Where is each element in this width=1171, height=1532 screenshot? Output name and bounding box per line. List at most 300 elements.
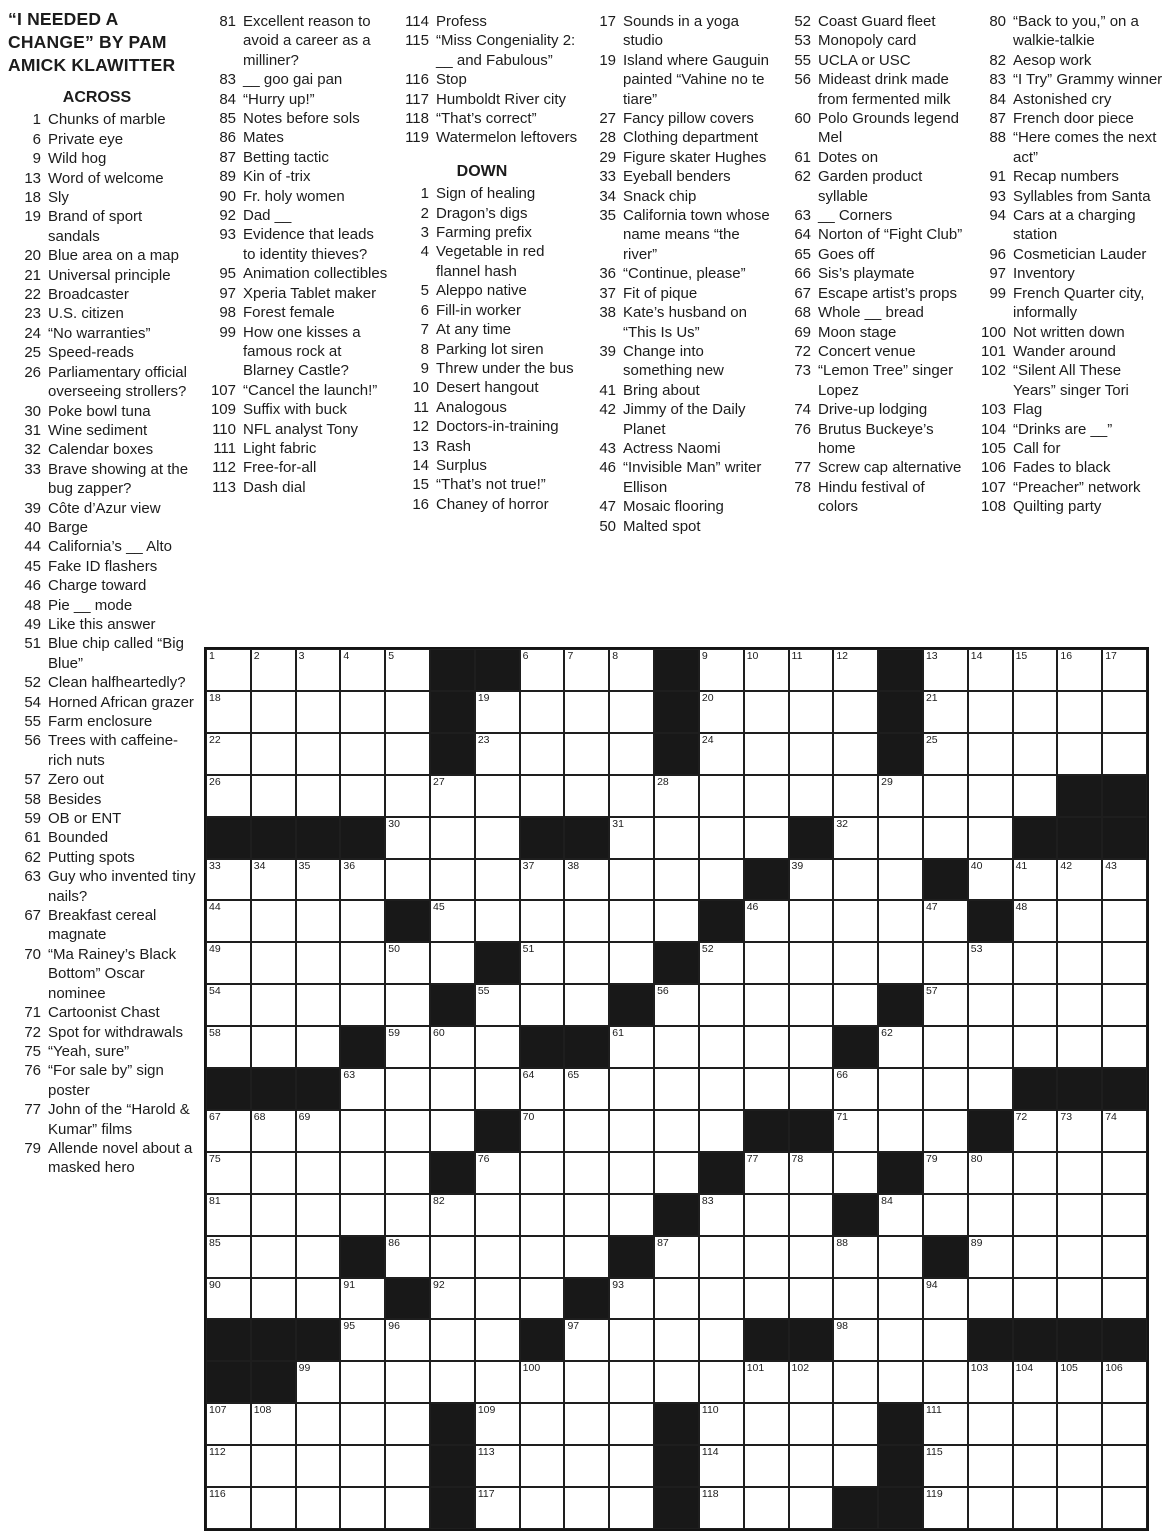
grid-cell-r9c18[interactable] — [968, 984, 1013, 1026]
grid-cell-r15c8[interactable] — [520, 1236, 565, 1278]
grid-cell-r8c1[interactable] — [206, 942, 251, 984]
grid-cell-r9c17[interactable] — [923, 984, 968, 1026]
grid-cell-r7c6[interactable] — [430, 900, 475, 942]
grid-cell-r13c21[interactable] — [1102, 1152, 1147, 1194]
grid-cell-r6c18[interactable] — [968, 859, 1013, 901]
grid-cell-r8c8[interactable] — [520, 942, 565, 984]
grid-cell-r15c16[interactable] — [878, 1236, 923, 1278]
grid-cell-r11c16[interactable] — [878, 1068, 923, 1110]
grid-cell-r4c18[interactable] — [968, 775, 1013, 817]
grid-cell-r7c15[interactable] — [833, 900, 878, 942]
grid-cell-r12c8[interactable] — [520, 1110, 565, 1152]
grid-cell-r21c12[interactable] — [699, 1487, 744, 1529]
grid-cell-r6c2[interactable] — [251, 859, 296, 901]
grid-cell-r7c1[interactable] — [206, 900, 251, 942]
grid-cell-r3c9[interactable] — [564, 733, 609, 775]
grid-cell-r18c8[interactable] — [520, 1361, 565, 1403]
grid-cell-r8c9[interactable] — [564, 942, 609, 984]
grid-cell-r21c8[interactable] — [520, 1487, 565, 1529]
grid-cell-r13c8[interactable] — [520, 1152, 565, 1194]
grid-cell-r10c13[interactable] — [744, 1026, 789, 1068]
grid-cell-r18c3[interactable] — [296, 1361, 341, 1403]
grid-cell-r10c14[interactable] — [789, 1026, 834, 1068]
grid-cell-r13c5[interactable] — [385, 1152, 430, 1194]
grid-cell-r19c21[interactable] — [1102, 1403, 1147, 1445]
grid-cell-r21c13[interactable] — [744, 1487, 789, 1529]
grid-cell-r7c11[interactable] — [654, 900, 699, 942]
grid-cell-r10c11[interactable] — [654, 1026, 699, 1068]
grid-cell-r9c19[interactable] — [1013, 984, 1058, 1026]
grid-cell-r20c9[interactable] — [564, 1445, 609, 1487]
grid-cell-r4c9[interactable] — [564, 775, 609, 817]
grid-cell-r15c9[interactable] — [564, 1236, 609, 1278]
grid-cell-r4c10[interactable] — [609, 775, 654, 817]
grid-cell-r8c2[interactable] — [251, 942, 296, 984]
grid-cell-r10c12[interactable] — [699, 1026, 744, 1068]
grid-cell-r7c7[interactable] — [475, 900, 520, 942]
grid-cell-r8c15[interactable] — [833, 942, 878, 984]
grid-cell-r13c19[interactable] — [1013, 1152, 1058, 1194]
grid-cell-r21c17[interactable] — [923, 1487, 968, 1529]
grid-cell-r4c7[interactable] — [475, 775, 520, 817]
grid-cell-r15c20[interactable] — [1057, 1236, 1102, 1278]
grid-cell-r5c7[interactable] — [475, 817, 520, 859]
grid-cell-r7c10[interactable] — [609, 900, 654, 942]
grid-cell-r21c9[interactable] — [564, 1487, 609, 1529]
grid-cell-r14c20[interactable] — [1057, 1194, 1102, 1236]
grid-cell-r6c6[interactable] — [430, 859, 475, 901]
grid-cell-r2c21[interactable] — [1102, 691, 1147, 733]
grid-cell-r12c10[interactable] — [609, 1110, 654, 1152]
grid-cell-r16c19[interactable] — [1013, 1278, 1058, 1320]
grid-cell-r9c3[interactable] — [296, 984, 341, 1026]
grid-cell-r16c14[interactable] — [789, 1278, 834, 1320]
grid-cell-r18c11[interactable] — [654, 1361, 699, 1403]
grid-cell-r3c8[interactable] — [520, 733, 565, 775]
grid-cell-r10c7[interactable] — [475, 1026, 520, 1068]
grid-cell-r9c12[interactable] — [699, 984, 744, 1026]
grid-cell-r13c15[interactable] — [833, 1152, 878, 1194]
grid-cell-r8c17[interactable] — [923, 942, 968, 984]
grid-cell-r11c10[interactable] — [609, 1068, 654, 1110]
grid-cell-r18c12[interactable] — [699, 1361, 744, 1403]
grid-cell-r2c1[interactable] — [206, 691, 251, 733]
grid-cell-r20c10[interactable] — [609, 1445, 654, 1487]
grid-cell-r4c11[interactable] — [654, 775, 699, 817]
grid-cell-r6c11[interactable] — [654, 859, 699, 901]
grid-cell-r15c13[interactable] — [744, 1236, 789, 1278]
grid-cell-r10c20[interactable] — [1057, 1026, 1102, 1068]
grid-cell-r10c18[interactable] — [968, 1026, 1013, 1068]
grid-cell-r9c20[interactable] — [1057, 984, 1102, 1026]
grid-cell-r21c5[interactable] — [385, 1487, 430, 1529]
grid-cell-r6c7[interactable] — [475, 859, 520, 901]
grid-cell-r21c19[interactable] — [1013, 1487, 1058, 1529]
grid-cell-r5c11[interactable] — [654, 817, 699, 859]
grid-cell-r20c17[interactable] — [923, 1445, 968, 1487]
grid-cell-r6c19[interactable] — [1013, 859, 1058, 901]
grid-cell-r5c5[interactable] — [385, 817, 430, 859]
grid-cell-r15c14[interactable] — [789, 1236, 834, 1278]
grid-cell-r11c12[interactable] — [699, 1068, 744, 1110]
grid-cell-r13c14[interactable] — [789, 1152, 834, 1194]
grid-cell-r18c4[interactable] — [340, 1361, 385, 1403]
grid-cell-r9c1[interactable] — [206, 984, 251, 1026]
grid-cell-r21c1[interactable] — [206, 1487, 251, 1529]
grid-cell-r16c20[interactable] — [1057, 1278, 1102, 1320]
grid-cell-r14c16[interactable] — [878, 1194, 923, 1236]
grid-cell-r20c20[interactable] — [1057, 1445, 1102, 1487]
grid-cell-r19c9[interactable] — [564, 1403, 609, 1445]
grid-cell-r1c13[interactable] — [744, 649, 789, 691]
grid-cell-r14c14[interactable] — [789, 1194, 834, 1236]
grid-cell-r5c13[interactable] — [744, 817, 789, 859]
grid-cell-r14c6[interactable] — [430, 1194, 475, 1236]
grid-cell-r20c19[interactable] — [1013, 1445, 1058, 1487]
grid-cell-r12c3[interactable] — [296, 1110, 341, 1152]
grid-cell-r16c18[interactable] — [968, 1278, 1013, 1320]
grid-cell-r16c21[interactable] — [1102, 1278, 1147, 1320]
grid-cell-r6c3[interactable] — [296, 859, 341, 901]
grid-cell-r7c20[interactable] — [1057, 900, 1102, 942]
grid-cell-r4c8[interactable] — [520, 775, 565, 817]
grid-cell-r6c9[interactable] — [564, 859, 609, 901]
grid-cell-r2c13[interactable] — [744, 691, 789, 733]
grid-cell-r3c5[interactable] — [385, 733, 430, 775]
grid-cell-r10c1[interactable] — [206, 1026, 251, 1068]
grid-cell-r4c12[interactable] — [699, 775, 744, 817]
grid-cell-r13c2[interactable] — [251, 1152, 296, 1194]
grid-cell-r3c14[interactable] — [789, 733, 834, 775]
grid-cell-r3c10[interactable] — [609, 733, 654, 775]
grid-cell-r6c21[interactable] — [1102, 859, 1147, 901]
grid-cell-r14c1[interactable] — [206, 1194, 251, 1236]
grid-cell-r19c20[interactable] — [1057, 1403, 1102, 1445]
grid-cell-r21c7[interactable] — [475, 1487, 520, 1529]
grid-cell-r8c10[interactable] — [609, 942, 654, 984]
grid-cell-r20c5[interactable] — [385, 1445, 430, 1487]
grid-cell-r2c9[interactable] — [564, 691, 609, 733]
grid-cell-r17c17[interactable] — [923, 1319, 968, 1361]
grid-cell-r1c8[interactable] — [520, 649, 565, 691]
grid-cell-r1c1[interactable] — [206, 649, 251, 691]
grid-cell-r6c8[interactable] — [520, 859, 565, 901]
grid-cell-r18c15[interactable] — [833, 1361, 878, 1403]
grid-cell-r14c19[interactable] — [1013, 1194, 1058, 1236]
grid-cell-r18c21[interactable] — [1102, 1361, 1147, 1403]
grid-cell-r9c14[interactable] — [789, 984, 834, 1026]
grid-cell-r21c3[interactable] — [296, 1487, 341, 1529]
grid-cell-r3c15[interactable] — [833, 733, 878, 775]
grid-cell-r17c16[interactable] — [878, 1319, 923, 1361]
grid-cell-r9c11[interactable] — [654, 984, 699, 1026]
grid-cell-r17c6[interactable] — [430, 1319, 475, 1361]
grid-cell-r9c13[interactable] — [744, 984, 789, 1026]
grid-cell-r3c4[interactable] — [340, 733, 385, 775]
grid-cell-r1c12[interactable] — [699, 649, 744, 691]
grid-cell-r11c11[interactable] — [654, 1068, 699, 1110]
grid-cell-r21c2[interactable] — [251, 1487, 296, 1529]
grid-cell-r2c15[interactable] — [833, 691, 878, 733]
grid-cell-r16c17[interactable] — [923, 1278, 968, 1320]
grid-cell-r8c4[interactable] — [340, 942, 385, 984]
grid-cell-r11c15[interactable] — [833, 1068, 878, 1110]
grid-cell-r14c12[interactable] — [699, 1194, 744, 1236]
grid-cell-r19c7[interactable] — [475, 1403, 520, 1445]
grid-cell-r16c6[interactable] — [430, 1278, 475, 1320]
grid-cell-r5c18[interactable] — [968, 817, 1013, 859]
grid-cell-r1c20[interactable] — [1057, 649, 1102, 691]
grid-cell-r14c8[interactable] — [520, 1194, 565, 1236]
grid-cell-r1c9[interactable] — [564, 649, 609, 691]
grid-cell-r10c5[interactable] — [385, 1026, 430, 1068]
grid-cell-r19c12[interactable] — [699, 1403, 744, 1445]
grid-cell-r14c17[interactable] — [923, 1194, 968, 1236]
grid-cell-r15c21[interactable] — [1102, 1236, 1147, 1278]
grid-cell-r6c20[interactable] — [1057, 859, 1102, 901]
grid-cell-r5c16[interactable] — [878, 817, 923, 859]
grid-cell-r20c2[interactable] — [251, 1445, 296, 1487]
grid-cell-r20c21[interactable] — [1102, 1445, 1147, 1487]
grid-cell-r6c4[interactable] — [340, 859, 385, 901]
grid-cell-r16c10[interactable] — [609, 1278, 654, 1320]
grid-cell-r7c19[interactable] — [1013, 900, 1058, 942]
grid-cell-r2c14[interactable] — [789, 691, 834, 733]
grid-cell-r4c6[interactable] — [430, 775, 475, 817]
grid-cell-r9c9[interactable] — [564, 984, 609, 1026]
grid-cell-r21c14[interactable] — [789, 1487, 834, 1529]
grid-cell-r15c18[interactable] — [968, 1236, 1013, 1278]
grid-cell-r15c15[interactable] — [833, 1236, 878, 1278]
grid-cell-r8c21[interactable] — [1102, 942, 1147, 984]
grid-cell-r16c7[interactable] — [475, 1278, 520, 1320]
grid-cell-r5c12[interactable] — [699, 817, 744, 859]
grid-cell-r3c21[interactable] — [1102, 733, 1147, 775]
grid-cell-r12c20[interactable] — [1057, 1110, 1102, 1152]
grid-cell-r1c3[interactable] — [296, 649, 341, 691]
grid-cell-r5c15[interactable] — [833, 817, 878, 859]
grid-cell-r16c4[interactable] — [340, 1278, 385, 1320]
grid-cell-r8c18[interactable] — [968, 942, 1013, 984]
grid-cell-r10c2[interactable] — [251, 1026, 296, 1068]
grid-cell-r18c16[interactable] — [878, 1361, 923, 1403]
grid-cell-r3c2[interactable] — [251, 733, 296, 775]
grid-cell-r19c13[interactable] — [744, 1403, 789, 1445]
grid-cell-r3c7[interactable] — [475, 733, 520, 775]
grid-cell-r20c4[interactable] — [340, 1445, 385, 1487]
grid-cell-r10c10[interactable] — [609, 1026, 654, 1068]
grid-cell-r13c18[interactable] — [968, 1152, 1013, 1194]
grid-cell-r6c16[interactable] — [878, 859, 923, 901]
grid-cell-r16c2[interactable] — [251, 1278, 296, 1320]
grid-cell-r11c8[interactable] — [520, 1068, 565, 1110]
grid-cell-r6c15[interactable] — [833, 859, 878, 901]
grid-cell-r17c9[interactable] — [564, 1319, 609, 1361]
grid-cell-r11c18[interactable] — [968, 1068, 1013, 1110]
grid-cell-r17c15[interactable] — [833, 1319, 878, 1361]
grid-cell-r10c21[interactable] — [1102, 1026, 1147, 1068]
grid-cell-r11c4[interactable] — [340, 1068, 385, 1110]
grid-cell-r9c21[interactable] — [1102, 984, 1147, 1026]
grid-cell-r14c21[interactable] — [1102, 1194, 1147, 1236]
grid-cell-r19c17[interactable] — [923, 1403, 968, 1445]
grid-cell-r20c7[interactable] — [475, 1445, 520, 1487]
grid-cell-r17c11[interactable] — [654, 1319, 699, 1361]
grid-cell-r20c1[interactable] — [206, 1445, 251, 1487]
grid-cell-r16c15[interactable] — [833, 1278, 878, 1320]
grid-cell-r19c15[interactable] — [833, 1403, 878, 1445]
grid-cell-r15c3[interactable] — [296, 1236, 341, 1278]
grid-cell-r7c9[interactable] — [564, 900, 609, 942]
grid-cell-r13c3[interactable] — [296, 1152, 341, 1194]
grid-cell-r1c10[interactable] — [609, 649, 654, 691]
grid-cell-r8c19[interactable] — [1013, 942, 1058, 984]
grid-cell-r16c8[interactable] — [520, 1278, 565, 1320]
grid-cell-r14c4[interactable] — [340, 1194, 385, 1236]
grid-cell-r12c16[interactable] — [878, 1110, 923, 1152]
grid-cell-r16c16[interactable] — [878, 1278, 923, 1320]
grid-cell-r6c12[interactable] — [699, 859, 744, 901]
grid-cell-r7c3[interactable] — [296, 900, 341, 942]
grid-cell-r7c17[interactable] — [923, 900, 968, 942]
grid-cell-r17c12[interactable] — [699, 1319, 744, 1361]
grid-cell-r12c21[interactable] — [1102, 1110, 1147, 1152]
grid-cell-r9c15[interactable] — [833, 984, 878, 1026]
grid-cell-r7c14[interactable] — [789, 900, 834, 942]
grid-cell-r4c4[interactable] — [340, 775, 385, 817]
grid-cell-r10c16[interactable] — [878, 1026, 923, 1068]
grid-cell-r15c1[interactable] — [206, 1236, 251, 1278]
grid-cell-r18c17[interactable] — [923, 1361, 968, 1403]
grid-cell-r8c20[interactable] — [1057, 942, 1102, 984]
grid-cell-r11c13[interactable] — [744, 1068, 789, 1110]
grid-cell-r12c11[interactable] — [654, 1110, 699, 1152]
grid-cell-r4c16[interactable] — [878, 775, 923, 817]
grid-cell-r12c17[interactable] — [923, 1110, 968, 1152]
grid-cell-r2c17[interactable] — [923, 691, 968, 733]
grid-cell-r18c14[interactable] — [789, 1361, 834, 1403]
grid-cell-r15c5[interactable] — [385, 1236, 430, 1278]
grid-cell-r2c4[interactable] — [340, 691, 385, 733]
grid-cell-r4c3[interactable] — [296, 775, 341, 817]
grid-cell-r2c19[interactable] — [1013, 691, 1058, 733]
grid-cell-r18c6[interactable] — [430, 1361, 475, 1403]
grid-cell-r6c1[interactable] — [206, 859, 251, 901]
grid-cell-r2c2[interactable] — [251, 691, 296, 733]
grid-cell-r13c20[interactable] — [1057, 1152, 1102, 1194]
grid-cell-r8c16[interactable] — [878, 942, 923, 984]
grid-cell-r5c10[interactable] — [609, 817, 654, 859]
grid-cell-r4c14[interactable] — [789, 775, 834, 817]
grid-cell-r18c18[interactable] — [968, 1361, 1013, 1403]
grid-cell-r2c18[interactable] — [968, 691, 1013, 733]
grid-cell-r8c5[interactable] — [385, 942, 430, 984]
grid-cell-r11c6[interactable] — [430, 1068, 475, 1110]
grid-cell-r16c1[interactable] — [206, 1278, 251, 1320]
grid-cell-r2c8[interactable] — [520, 691, 565, 733]
grid-cell-r9c2[interactable] — [251, 984, 296, 1026]
grid-cell-r7c2[interactable] — [251, 900, 296, 942]
grid-cell-r3c3[interactable] — [296, 733, 341, 775]
grid-cell-r21c18[interactable] — [968, 1487, 1013, 1529]
grid-cell-r20c18[interactable] — [968, 1445, 1013, 1487]
grid-cell-r19c3[interactable] — [296, 1403, 341, 1445]
grid-cell-r7c21[interactable] — [1102, 900, 1147, 942]
grid-cell-r20c14[interactable] — [789, 1445, 834, 1487]
grid-cell-r1c15[interactable] — [833, 649, 878, 691]
grid-cell-r12c19[interactable] — [1013, 1110, 1058, 1152]
grid-cell-r3c13[interactable] — [744, 733, 789, 775]
grid-cell-r19c10[interactable] — [609, 1403, 654, 1445]
grid-cell-r11c17[interactable] — [923, 1068, 968, 1110]
grid-cell-r6c5[interactable] — [385, 859, 430, 901]
grid-cell-r13c4[interactable] — [340, 1152, 385, 1194]
grid-cell-r20c8[interactable] — [520, 1445, 565, 1487]
grid-cell-r14c2[interactable] — [251, 1194, 296, 1236]
grid-cell-r14c10[interactable] — [609, 1194, 654, 1236]
grid-cell-r13c17[interactable] — [923, 1152, 968, 1194]
grid-cell-r14c3[interactable] — [296, 1194, 341, 1236]
grid-cell-r4c13[interactable] — [744, 775, 789, 817]
grid-cell-r12c9[interactable] — [564, 1110, 609, 1152]
grid-cell-r2c5[interactable] — [385, 691, 430, 733]
grid-cell-r18c7[interactable] — [475, 1361, 520, 1403]
grid-cell-r17c10[interactable] — [609, 1319, 654, 1361]
grid-cell-r13c7[interactable] — [475, 1152, 520, 1194]
grid-cell-r9c5[interactable] — [385, 984, 430, 1026]
grid-cell-r15c6[interactable] — [430, 1236, 475, 1278]
grid-cell-r12c4[interactable] — [340, 1110, 385, 1152]
grid-cell-r15c19[interactable] — [1013, 1236, 1058, 1278]
grid-cell-r16c13[interactable] — [744, 1278, 789, 1320]
grid-cell-r11c7[interactable] — [475, 1068, 520, 1110]
grid-cell-r21c21[interactable] — [1102, 1487, 1147, 1529]
grid-cell-r19c1[interactable] — [206, 1403, 251, 1445]
grid-cell-r15c2[interactable] — [251, 1236, 296, 1278]
grid-cell-r18c9[interactable] — [564, 1361, 609, 1403]
grid-cell-r11c9[interactable] — [564, 1068, 609, 1110]
grid-cell-r1c19[interactable] — [1013, 649, 1058, 691]
grid-cell-r13c10[interactable] — [609, 1152, 654, 1194]
grid-cell-r16c11[interactable] — [654, 1278, 699, 1320]
grid-cell-r10c19[interactable] — [1013, 1026, 1058, 1068]
grid-cell-r12c15[interactable] — [833, 1110, 878, 1152]
grid-cell-r14c18[interactable] — [968, 1194, 1013, 1236]
grid-cell-r11c14[interactable] — [789, 1068, 834, 1110]
grid-cell-r14c7[interactable] — [475, 1194, 520, 1236]
grid-cell-r3c12[interactable] — [699, 733, 744, 775]
grid-cell-r8c3[interactable] — [296, 942, 341, 984]
grid-cell-r20c3[interactable] — [296, 1445, 341, 1487]
grid-cell-r13c9[interactable] — [564, 1152, 609, 1194]
grid-cell-r3c20[interactable] — [1057, 733, 1102, 775]
grid-cell-r6c10[interactable] — [609, 859, 654, 901]
grid-cell-r17c5[interactable] — [385, 1319, 430, 1361]
grid-cell-r4c5[interactable] — [385, 775, 430, 817]
grid-cell-r7c8[interactable] — [520, 900, 565, 942]
grid-cell-r20c15[interactable] — [833, 1445, 878, 1487]
grid-cell-r10c3[interactable] — [296, 1026, 341, 1068]
grid-cell-r19c14[interactable] — [789, 1403, 834, 1445]
grid-cell-r2c10[interactable] — [609, 691, 654, 733]
grid-cell-r1c2[interactable] — [251, 649, 296, 691]
grid-cell-r19c4[interactable] — [340, 1403, 385, 1445]
grid-cell-r5c6[interactable] — [430, 817, 475, 859]
grid-cell-r3c19[interactable] — [1013, 733, 1058, 775]
grid-cell-r12c12[interactable] — [699, 1110, 744, 1152]
grid-cell-r1c18[interactable] — [968, 649, 1013, 691]
grid-cell-r19c19[interactable] — [1013, 1403, 1058, 1445]
